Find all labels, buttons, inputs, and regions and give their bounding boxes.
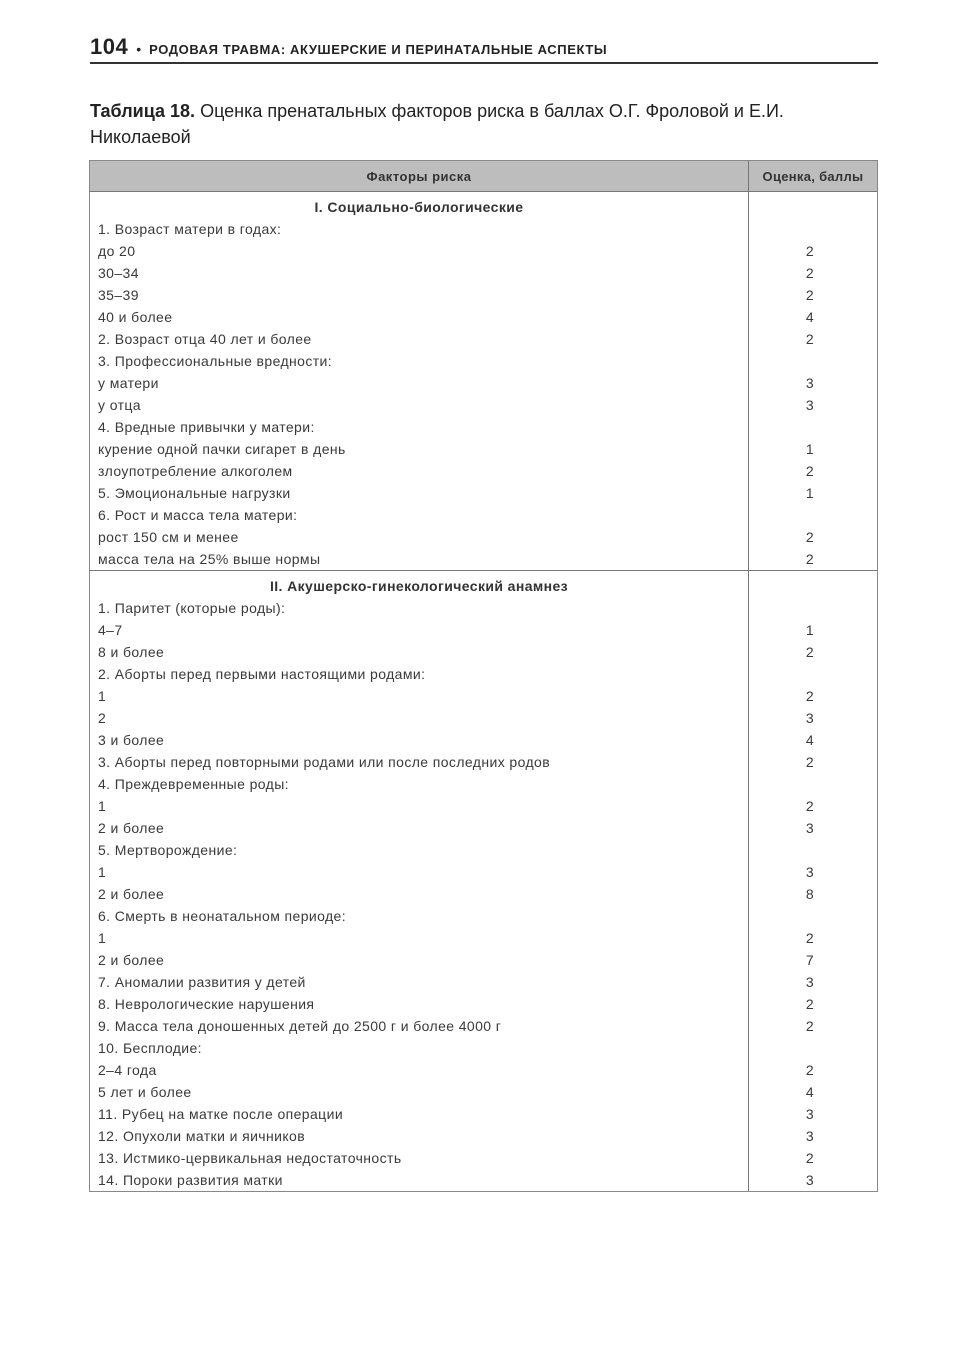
- score-cell: 3: [805, 397, 815, 413]
- factor-cell: у отца: [98, 397, 141, 413]
- factor-cell: 4–7: [98, 622, 123, 638]
- score-cell: 2: [805, 529, 815, 545]
- section-title-spacer: [749, 575, 877, 597]
- factor-cell: 35–39: [98, 287, 139, 303]
- header-bullet: •: [136, 41, 142, 57]
- table-caption: [90, 98, 870, 150]
- score-cell: 2: [805, 463, 815, 479]
- score-cell: 2: [805, 243, 815, 259]
- page-number: 104: [90, 34, 129, 59]
- factor-cell: 8. Неврологические нарушения: [98, 996, 315, 1012]
- factor-cell: 10. Бесплодие:: [98, 1040, 202, 1056]
- score-cell: 3: [805, 864, 815, 880]
- factor-cell: 6. Смерть в неонатальном периоде:: [98, 908, 347, 924]
- scores-column: [749, 192, 877, 570]
- section-title: I. Социально-биологические: [314, 199, 524, 215]
- score-cell: 1: [805, 441, 815, 457]
- factor-cell: масса тела на 25% выше нормы: [98, 551, 321, 567]
- factor-cell: 4. Вредные привычки у матери:: [98, 419, 315, 435]
- scores-column: [749, 571, 877, 1191]
- table-label: Таблица 18.: [90, 101, 196, 121]
- score-cell: 4: [805, 732, 815, 748]
- factor-cell: 13. Истмико-цервикальная недостаточность: [98, 1150, 402, 1166]
- factor-cell: 5. Эмоциональные нагрузки: [98, 485, 291, 501]
- score-cell: 1: [805, 485, 815, 501]
- factor-cell: 1: [98, 688, 107, 704]
- factor-cell: 2 и более: [98, 952, 165, 968]
- score-cell: 3: [805, 1106, 815, 1122]
- score-cell: 4: [805, 1084, 815, 1100]
- score-cell: [749, 504, 877, 526]
- column-header-factors: Факторы риска: [90, 161, 749, 191]
- table-header-row: [90, 161, 877, 192]
- score-cell: 2: [805, 754, 815, 770]
- factor-cell: до 20: [98, 243, 136, 259]
- section-title-spacer: [749, 196, 877, 218]
- factor-cell: 3. Профессиональные вредности:: [98, 353, 333, 369]
- score-cell: 3: [805, 375, 815, 391]
- table-section: [90, 570, 877, 1191]
- factor-cell: курение одной пачки сигарет в день: [98, 441, 346, 457]
- factor-cell: рост 150 см и менее: [98, 529, 239, 545]
- score-cell: 2: [805, 930, 815, 946]
- table-body: [90, 192, 877, 1191]
- factor-cell: 5 лет и более: [98, 1084, 192, 1100]
- factor-cell: 4. Преждевременные роды:: [98, 776, 289, 792]
- factor-cell: злоупотребление алкоголем: [98, 463, 293, 479]
- factor-cell: 2 и более: [98, 820, 165, 836]
- score-cell: 2: [805, 798, 815, 814]
- score-cell: 2: [805, 551, 815, 567]
- factor-cell: 6. Рост и масса тела матери:: [98, 507, 298, 523]
- page-header: [90, 34, 878, 64]
- factor-cell: 7. Аномалии развития у детей: [98, 974, 306, 990]
- score-cell: 2: [805, 996, 815, 1012]
- score-cell: 4: [805, 309, 815, 325]
- factor-cell: 40 и более: [98, 309, 173, 325]
- score-cell: 2: [805, 688, 815, 704]
- score-cell: 3: [805, 974, 815, 990]
- score-cell: 3: [805, 710, 815, 726]
- score-cell: 8: [805, 886, 815, 902]
- score-cell: 2: [805, 644, 815, 660]
- factor-cell: 2 и более: [98, 886, 165, 902]
- factor-cell: 9. Масса тела доношенных детей до 2500 г и более 4000 г: [98, 1018, 502, 1034]
- factor-cell: 14. Пороки развития матки: [98, 1172, 283, 1188]
- table-section: [90, 192, 877, 570]
- score-cell: [749, 1037, 877, 1059]
- factor-cell: 2. Аборты перед первыми настоящими родами:: [98, 666, 426, 682]
- score-cell: 2: [805, 331, 815, 347]
- running-title: РОДОВАЯ ТРАВМА: АКУШЕРСКИЕ И ПЕРИНАТАЛЬНЫЕ АСПЕКТЫ: [149, 42, 608, 57]
- score-cell: 2: [805, 1062, 815, 1078]
- score-cell: [749, 416, 877, 438]
- factor-cell: 1: [98, 798, 107, 814]
- score-cell: 3: [805, 1128, 815, 1144]
- score-cell: 3: [805, 1172, 815, 1188]
- score-cell: [749, 218, 877, 240]
- score-cell: [749, 773, 877, 795]
- factor-cell: 5. Мертворождение:: [98, 842, 238, 858]
- factors-column: [90, 571, 749, 1191]
- factor-cell: 12. Опухоли матки и яичников: [98, 1128, 306, 1144]
- score-cell: [749, 905, 877, 927]
- factors-column: [90, 192, 749, 570]
- score-cell: 7: [805, 952, 815, 968]
- score-cell: 2: [805, 265, 815, 281]
- score-cell: 1: [805, 622, 815, 638]
- factor-cell: 1: [98, 930, 107, 946]
- score-cell: [749, 350, 877, 372]
- column-header-scores: Оценка, баллы: [762, 168, 864, 184]
- factor-cell: 8 и более: [98, 644, 165, 660]
- factor-cell: 2: [98, 710, 107, 726]
- section-title: II. Акушерско-гинекологический анамнез: [269, 578, 569, 594]
- score-cell: 2: [805, 1150, 815, 1166]
- factor-cell: 1. Возраст матери в годах:: [98, 221, 282, 237]
- factor-cell: 11. Рубец на матке после операции: [98, 1106, 344, 1122]
- table-caption-text: Оценка пренатальных факторов риска в баллах О.Г. Фроловой и Е.И. Николаевой: [90, 101, 784, 147]
- score-cell: 2: [805, 1018, 815, 1034]
- factor-cell: 3. Аборты перед повторными родами или после последних родов: [98, 754, 551, 770]
- factor-cell: у матери: [98, 375, 159, 391]
- factor-cell: 3 и более: [98, 732, 165, 748]
- factor-cell: 2–4 года: [98, 1062, 157, 1078]
- score-cell: [749, 597, 877, 619]
- score-cell: 3: [805, 820, 815, 836]
- risk-factors-table: [89, 160, 878, 1192]
- factor-cell: 2. Возраст отца 40 лет и более: [98, 331, 312, 347]
- score-cell: 2: [805, 287, 815, 303]
- factor-cell: 1: [98, 864, 107, 880]
- score-cell: [749, 663, 877, 685]
- factor-cell: 30–34: [98, 265, 139, 281]
- factor-cell: 1. Паритет (которые роды):: [98, 600, 286, 616]
- score-cell: [749, 839, 877, 861]
